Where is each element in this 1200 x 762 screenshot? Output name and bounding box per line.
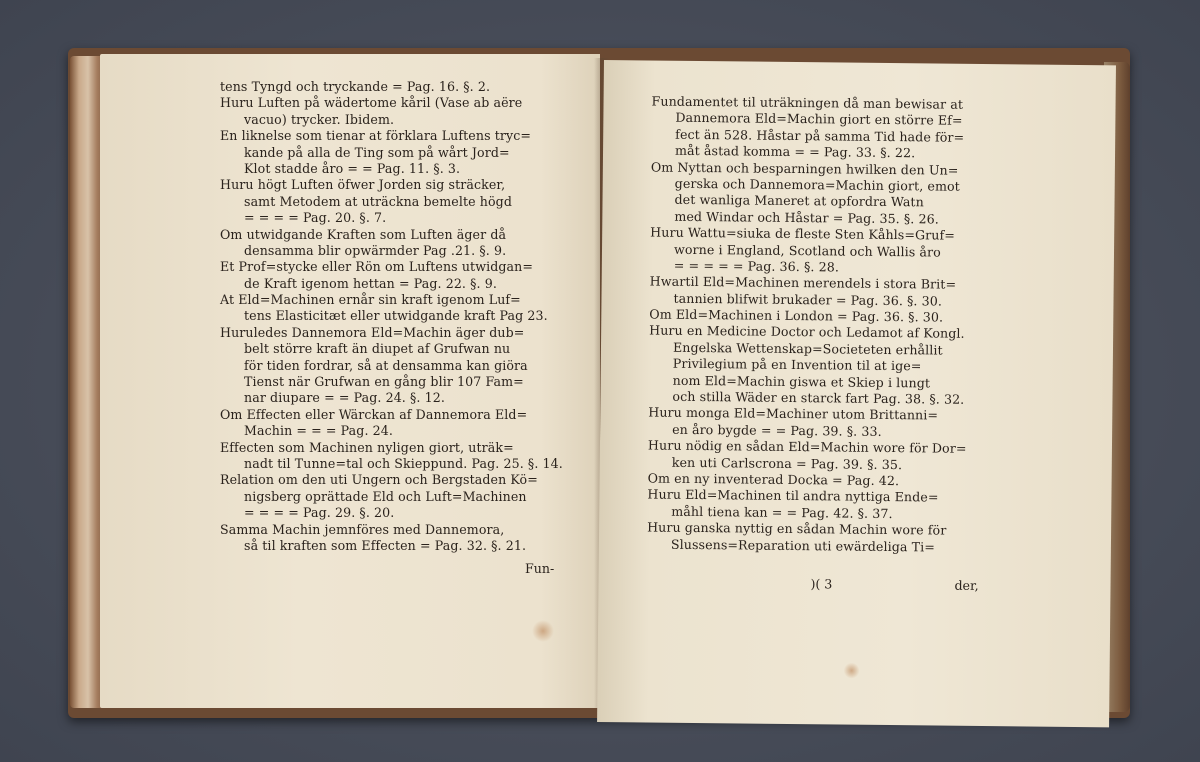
text-line: Om Nyttan och besparningen hwilken den Un=	[650, 159, 959, 178]
text-line: och stilla Wäder en starck fart Pag. 38. §. 32.	[672, 388, 965, 407]
text-line: nom Eld=Machin giswa et Skiep i lungt	[672, 372, 931, 391]
foxing-spot	[532, 620, 554, 642]
text-line: samt Metodem at uträckna bemelte högd	[244, 193, 512, 209]
text-line: Huru nödig en sådan Eld=Machin wore för Dor=	[647, 437, 967, 457]
text-line: = = = = Pag. 20. §. 7.	[244, 210, 387, 226]
text-line: Hwartil Eld=Machinen merendels i stora Brit=	[649, 273, 957, 292]
text-line: En liknelse som tienar at förklara Luftens tryc=	[220, 128, 532, 144]
text-line: kande på alla de Ting som på wårt Jord=	[244, 144, 510, 160]
text-line: gerska och Dannemora=Machin giort, emot	[674, 175, 960, 194]
text-line: det wanliga Maneret at opfordra Watn	[674, 192, 924, 210]
text-line: Om Eld=Machinen i London = Pag. 36. §. 30.	[649, 306, 944, 325]
text-line: densamma blir opwärmder Pag .21. §. 9.	[244, 242, 507, 258]
text-line: Fundamentet til uträkningen då man bewisar at	[651, 93, 964, 112]
text-line: så til kraften som Effecten = Pag. 32. §. 21.	[244, 537, 527, 553]
text-line: Om en ny inventerad Docka = Pag. 42.	[647, 470, 900, 489]
text-line: måt åstad komma = = Pag. 33. §. 22.	[674, 142, 916, 161]
text-line: ken uti Carlscrona = Pag. 39. §. 35.	[671, 454, 903, 472]
left-page	[100, 54, 600, 708]
text-line: en åro bygde = = Pag. 39. §. 33.	[672, 421, 882, 439]
left-page-text	[220, 79, 563, 554]
text-line: = = = = = Pag. 36. §. 28.	[673, 257, 840, 275]
foxing-spot	[844, 663, 860, 679]
text-line: Huru monga Eld=Machiner utom Brittanni=	[648, 404, 939, 423]
text-line: Effecten som Machinen nyligen giort, uträk=	[220, 439, 514, 455]
text-line: Om Effecten eller Wärckan af Dannemora Eld=	[220, 406, 528, 422]
text-line: Huru Luften på wädertome kåril (Vase ab aëre	[220, 95, 523, 111]
text-line: de Kraft igenom hettan = Pag. 22. §. 9.	[244, 275, 497, 291]
text-line: Samma Machin jemnföres med Dannemora,	[220, 521, 505, 537]
right-page-text	[647, 94, 982, 556]
text-line: för tiden fordrar, så at densamma kan giöra	[244, 357, 528, 373]
text-line: Huru en Medicine Doctor och Ledamot af Kongl.	[649, 322, 965, 342]
text-line: belt större kraft än diupet af Grufwan nu	[244, 341, 511, 357]
text-line: nar diupare = = Pag. 24. §. 12.	[244, 390, 445, 406]
text-line: vacuo) trycker. Ibidem.	[244, 111, 395, 127]
text-line: Slussens=Reparation uti ewärdeliga Ti=	[670, 536, 935, 555]
text-line: måhl tiena kan = = Pag. 42. §. 37.	[671, 503, 893, 521]
text-line: Huru Eld=Machinen til andra nyttiga Ende=	[647, 486, 939, 505]
text-line: Machin = = = Pag. 24.	[244, 423, 393, 439]
text-line: nadt til Tunne=tal och Skieppund. Pag. 25. §. 14.	[244, 455, 563, 471]
text-line: At Eld=Machinen ernår sin kraft igenom Luf=	[220, 292, 521, 308]
right-page	[597, 60, 1116, 727]
text-line: tens Tyngd och tryckande = Pag. 16. §. 2.	[220, 79, 491, 94]
catchword: Fun-	[525, 561, 555, 576]
text-line: = = = = Pag. 29. §. 20.	[244, 505, 395, 521]
text-line: Huruledes Dannemora Eld=Machin äger dub=	[220, 324, 525, 340]
text-line: Klot stadde åro = = Pag. 11. §. 3.	[244, 160, 461, 176]
signature-mark: )( 3	[810, 576, 833, 592]
text-line: Relation om den uti Ungern och Bergstaden Kö=	[220, 472, 538, 488]
text-line: Huru ganska nyttig en sådan Machin wore för	[647, 519, 947, 538]
text-line: tens Elasticitæt eller utwidgande kraft Pag 23.	[244, 308, 548, 324]
text-line: worne i England, Scotland och Wallis åro	[673, 241, 941, 260]
text-line: Et Prof=stycke eller Rön om Luftens utwidgan=	[220, 259, 534, 275]
text-line: med Windar och Håstar = Pag. 35. §. 26.	[674, 208, 939, 227]
text-line: Tienst när Grufwan en gång blir 107 Fam=	[244, 374, 524, 390]
text-line: Huru Wattu=siuka de fleste Sten Kåhls=Gruf=	[650, 224, 956, 243]
text-line: Privilegium på en Invention til at ige=	[672, 355, 922, 374]
text-line: Om utwidgande Kraften som Luften äger då	[220, 226, 507, 242]
text-line: Dannemora Eld=Machin giort en större Ef=	[675, 110, 963, 129]
text-line: Huru högt Luften öfwer Jorden sig sträcker,	[220, 177, 506, 193]
text-line: tannien blifwit brukader = Pag. 36. §. 30.	[673, 290, 943, 309]
text-line: fect än 528. Håstar på samma Tid hade för=	[675, 126, 965, 145]
text-line: Engelska Wettenskap=Societeten erhållit	[672, 339, 943, 358]
text-line: nigsberg oprättade Eld och Luft=Machinen	[244, 488, 527, 504]
catchword: der,	[954, 577, 979, 593]
